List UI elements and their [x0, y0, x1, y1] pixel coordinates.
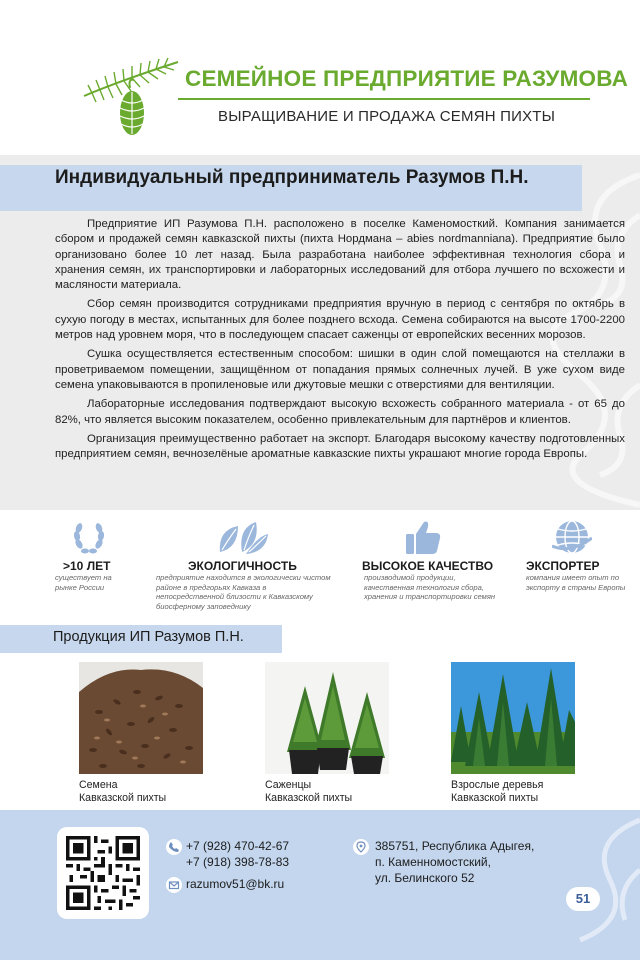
product-subname: Кавказской пихты — [265, 791, 353, 804]
pine-branch-cone-icon — [82, 58, 182, 138]
seeds-photo — [79, 662, 203, 774]
product-subname: Кавказской пихты — [451, 791, 539, 804]
paragraph: Сушка осуществляется естественным способом: шишки в один слой помещаются на стеллажи в проветриваемом помещении, защищённом от попадания прямых солнечных лучей. В уже сухом виде семена упаковываются в пропиленовые или джутовые мешки с отверстиями для вентиляции. — [55, 348, 625, 391]
thumbs-up-icon — [404, 518, 442, 556]
globe-icon — [552, 518, 592, 556]
feature-description: существует на рынке России — [55, 573, 112, 592]
company-description — [55, 217, 625, 466]
contacts-footer — [0, 810, 640, 960]
email-icon — [166, 877, 182, 893]
ornament-decoration — [540, 810, 640, 960]
products-section — [0, 622, 640, 810]
paragraph: Предприятие ИП Разумова П.Н. расположено в поселке Каменомосткий. Компания занимается сбором и продажей семян кавказской пихты (пихта Нордмана – abies nordmanniana). Предприятие было организовано более 10 лет назад. Была разработана наиболее эффективная технология сбора и хранения семян, их транспортировки и лабораторных исследований для отбора лучшего по всхожести и масляности материала. — [55, 218, 625, 292]
phone-number[interactable]: +7 (918) 398-78-83 — [186, 855, 290, 869]
product-name: Семена — [79, 779, 118, 791]
feature-title: ЭКОЛОГИЧНОСТЬ — [188, 559, 297, 573]
feature-title: ВЫСОКОЕ КАЧЕСТВО — [362, 559, 494, 573]
product-name: Взрослые деревья — [451, 779, 544, 791]
product-caption — [79, 779, 166, 804]
leaves-icon — [216, 520, 268, 556]
brand-subtitle: ВЫРАЩИВАНИЕ И ПРОДАЖА СЕМЯН ПИХТЫ — [218, 108, 556, 125]
company-info-section — [0, 155, 640, 510]
page-number: 51 — [566, 887, 600, 911]
product-caption — [451, 779, 543, 804]
brand-title: СЕМЕЙНОЕ ПРЕДПРИЯТИЕ РАЗУМОВА — [185, 66, 629, 91]
qr-code[interactable] — [66, 836, 140, 910]
features-row — [0, 512, 640, 622]
product-caption — [265, 779, 352, 804]
products-title: Продукция ИП Разумов П.Н. — [53, 629, 244, 645]
section-title: Индивидуальный предприниматель Разумов П.Н. — [55, 167, 529, 188]
paragraph: Сбор семян производится сотрудниками предприятия вручную в период с сентября по октябрь в сухую погоду в местах, испытанных для более позднего всхода. Семена собираются на высоте 1700-2200 метров над уровнем моря, что в последующем спасает саженцы от европейских весенних морозов. — [55, 298, 625, 342]
address-line: 385751, Республика Адыгея, — [375, 839, 535, 853]
phone-icon — [166, 839, 182, 855]
address-line: п. Каменномостский, — [375, 855, 491, 869]
paragraph: Организация преимущественно работает на экспорт. Благодаря высокому качеству подготовленных предприятием семян, вечнозелёные ароматные кавказские пихты украшают многие города Европы. — [55, 432, 625, 461]
address-line: ул. Белинского 52 — [375, 871, 475, 885]
location-pin-icon — [353, 839, 369, 855]
product-subname: Кавказской пихты — [79, 791, 167, 804]
mature-trees-photo — [451, 662, 575, 774]
phone-number[interactable]: +7 (928) 470-42-67 — [186, 839, 290, 853]
paragraph: Лабораторные исследования подтверждают высокую всхожесть собранного материала - от 65 до 82%, что является высоким показателем, особенно привлекательным для партнёров и клиентов. — [55, 398, 625, 426]
feature-title: ЭКСПОРТЕР — [526, 559, 600, 573]
qr-code-card[interactable] — [57, 827, 149, 919]
header — [0, 0, 640, 150]
laurel-wreath-icon — [71, 520, 107, 556]
product-name: Саженцы — [265, 779, 312, 791]
seedlings-photo — [265, 662, 389, 774]
header-divider — [178, 98, 590, 100]
email-link[interactable]: razumov51@bk.ru — [186, 877, 285, 891]
feature-title: >10 ЛЕТ — [63, 559, 111, 573]
feature-description: производимой продукции, качественная технология сбора, хранения и транспортировки семян — [364, 573, 496, 602]
feature-description: предприятие находится в экологически чистом районе в предгорьях Кавказа в непосредственной близости к Кавказскому биосферному заповеднику — [156, 573, 331, 611]
feature-description: компания имеет опыт по экспорту в страны Европы — [526, 573, 626, 592]
